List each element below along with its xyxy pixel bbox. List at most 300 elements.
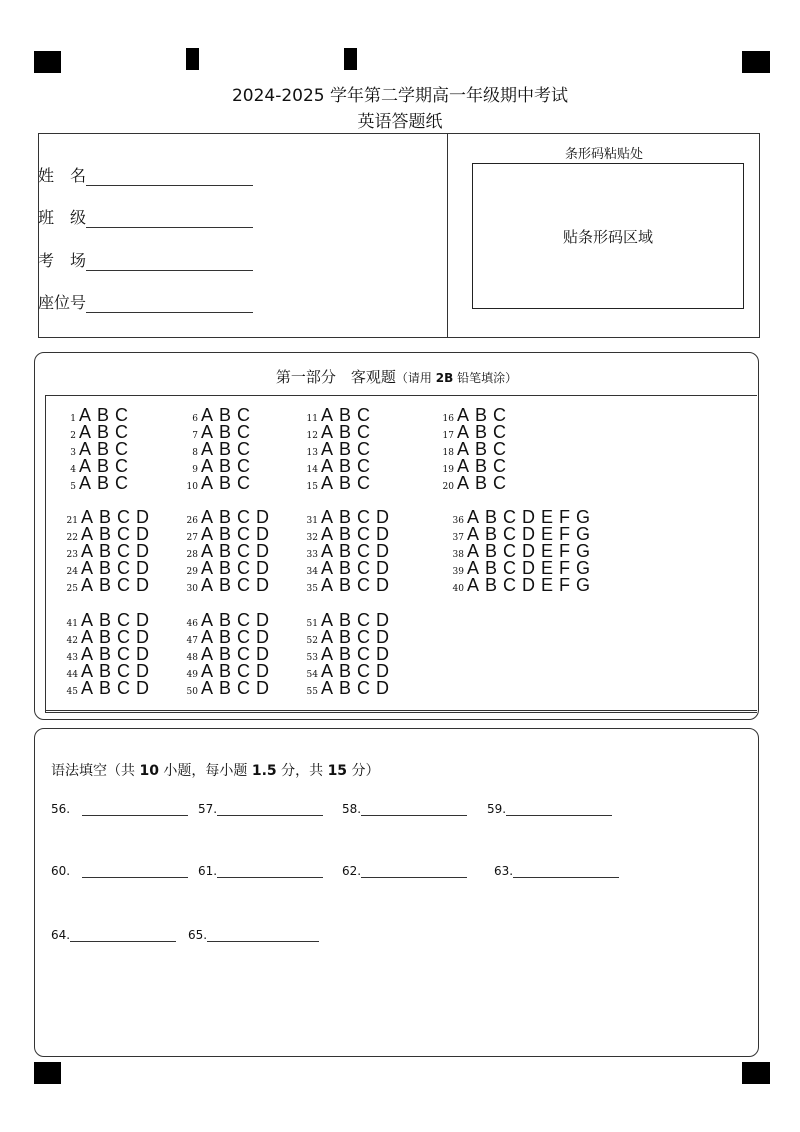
question-55 [304, 678, 395, 699]
option-48-c[interactable]: C [237, 644, 251, 664]
question-number: 53 [306, 653, 318, 663]
option-26-d[interactable]: D [256, 507, 270, 527]
option-25-c[interactable]: C [117, 575, 131, 595]
option-38-g[interactable]: G [576, 541, 591, 561]
option-13-b[interactable]: B [339, 439, 352, 459]
question-10 [184, 473, 256, 494]
option-9-a[interactable]: A [201, 456, 214, 476]
question-number: 25 [66, 584, 78, 594]
option-44-c[interactable]: C [117, 661, 131, 681]
option-46-d[interactable]: D [256, 610, 270, 630]
option-55-c[interactable]: C [357, 678, 371, 698]
option-24-c[interactable]: C [117, 558, 131, 578]
option-38-b[interactable]: B [485, 541, 498, 561]
blank-60-label: 60. [51, 864, 71, 878]
option-55-b[interactable]: B [339, 678, 352, 698]
option-28-c[interactable]: C [237, 541, 251, 561]
option-bubbles [321, 575, 395, 595]
pencil-note-prefix: （请用 [395, 371, 436, 385]
option-43-d[interactable]: D [136, 644, 150, 664]
option-37-a[interactable]: A [467, 524, 480, 544]
question-number: 31 [306, 516, 318, 526]
name-field[interactable] [38, 163, 253, 186]
class-field[interactable] [38, 205, 253, 228]
option-37-b[interactable]: B [485, 524, 498, 544]
page-title: 2024-2025 学年第二学期高一年级期中考试 [231, 86, 569, 106]
option-40-b[interactable]: B [485, 575, 498, 595]
option-52-b[interactable]: B [339, 627, 352, 647]
blank-56[interactable] [51, 802, 188, 816]
option-42-c[interactable]: C [117, 627, 131, 647]
option-33-c[interactable]: C [357, 541, 371, 561]
blank-63[interactable] [494, 864, 619, 878]
option-16-a[interactable]: A [457, 405, 470, 425]
option-21-d[interactable]: D [136, 507, 150, 527]
option-27-d[interactable]: D [256, 524, 270, 544]
grammar-total: 15 [327, 763, 348, 779]
question-number: 38 [452, 550, 464, 560]
pencil-note-suffix: 铅笔填涂） [453, 371, 518, 385]
option-26-b[interactable]: B [219, 507, 232, 527]
option-5-a[interactable]: A [79, 473, 92, 493]
option-22-a[interactable]: A [81, 524, 94, 544]
option-29-d[interactable]: D [256, 558, 270, 578]
option-3-c[interactable]: C [115, 439, 129, 459]
option-31-c[interactable]: C [357, 507, 371, 527]
question-number: 32 [306, 533, 318, 543]
question-number: 11 [306, 414, 318, 424]
pencil-note-bold: 2B [435, 371, 454, 385]
option-11-a[interactable]: A [321, 405, 334, 425]
class-line[interactable] [86, 209, 253, 228]
question-number: 19 [442, 465, 454, 475]
blank-57-line[interactable] [217, 802, 323, 816]
option-38-e[interactable]: E [541, 541, 554, 561]
question-number: 23 [66, 550, 78, 560]
question-25 [64, 575, 155, 596]
question-number: 27 [186, 533, 198, 543]
blank-64[interactable] [51, 928, 176, 942]
option-11-b[interactable]: B [339, 405, 352, 425]
option-3-a[interactable]: A [79, 439, 92, 459]
option-47-b[interactable]: B [219, 627, 232, 647]
option-27-b[interactable]: B [219, 524, 232, 544]
question-number: 9 [192, 465, 198, 475]
blank-60-line[interactable] [82, 864, 188, 878]
option-20-c[interactable]: C [493, 473, 507, 493]
blank-56-line[interactable] [82, 802, 188, 816]
option-1-b[interactable]: B [97, 405, 110, 425]
blank-64-line[interactable] [70, 928, 176, 942]
option-54-c[interactable]: C [357, 661, 371, 681]
question-number: 44 [66, 670, 78, 680]
option-49-b[interactable]: B [219, 661, 232, 681]
option-46-c[interactable]: C [237, 610, 251, 630]
option-40-f[interactable]: F [559, 575, 571, 595]
option-30-c[interactable]: C [237, 575, 251, 595]
option-7-a[interactable]: A [201, 422, 214, 442]
option-1-a[interactable]: A [79, 405, 92, 425]
option-26-c[interactable]: C [237, 507, 251, 527]
grammar-title-suffix: 分） [347, 763, 380, 779]
option-15-a[interactable]: A [321, 473, 334, 493]
option-35-d[interactable]: D [376, 575, 390, 595]
blank-59[interactable] [487, 802, 612, 816]
option-22-d[interactable]: D [136, 524, 150, 544]
option-8-b[interactable]: B [219, 439, 232, 459]
option-44-a[interactable]: A [81, 661, 94, 681]
barcode-area[interactable] [472, 163, 744, 309]
option-32-a[interactable]: A [321, 524, 334, 544]
option-53-d[interactable]: D [376, 644, 390, 664]
option-13-a[interactable]: A [321, 439, 334, 459]
option-51-a[interactable]: A [321, 610, 334, 630]
option-40-c[interactable]: C [503, 575, 517, 595]
option-40-e[interactable]: E [541, 575, 554, 595]
blank-63-line[interactable] [513, 864, 619, 878]
option-21-a[interactable]: A [81, 507, 94, 527]
seat-number-line[interactable] [86, 294, 253, 313]
exam-room-field[interactable] [38, 248, 253, 271]
option-9-c[interactable]: C [237, 456, 251, 476]
option-13-c[interactable]: C [357, 439, 371, 459]
blank-62[interactable] [342, 864, 467, 878]
option-39-e[interactable]: E [541, 558, 554, 578]
option-4-b[interactable]: B [97, 456, 110, 476]
option-42-a[interactable]: A [81, 627, 94, 647]
option-30-a[interactable]: A [201, 575, 214, 595]
option-15-b[interactable]: B [339, 473, 352, 493]
corner-mark-bottom-right [742, 1062, 770, 1084]
option-34-a[interactable]: A [321, 558, 334, 578]
option-35-a[interactable]: A [321, 575, 334, 595]
blank-58[interactable] [342, 802, 467, 816]
option-23-d[interactable]: D [136, 541, 150, 561]
option-52-a[interactable]: A [321, 627, 334, 647]
option-10-b[interactable]: B [219, 473, 232, 493]
blank-63-label: 63. [494, 864, 514, 878]
option-43-a[interactable]: A [81, 644, 94, 664]
option-24-d[interactable]: D [136, 558, 150, 578]
blank-61[interactable] [198, 864, 323, 878]
option-14-b[interactable]: B [339, 456, 352, 476]
option-11-c[interactable]: C [357, 405, 371, 425]
blank-65[interactable] [188, 928, 319, 942]
option-23-b[interactable]: B [99, 541, 112, 561]
option-18-a[interactable]: A [457, 439, 470, 459]
option-45-a[interactable]: A [81, 678, 94, 698]
option-50-a[interactable]: A [201, 678, 214, 698]
corner-mark-bottom-left [34, 1062, 61, 1084]
option-8-c[interactable]: C [237, 439, 251, 459]
option-40-g[interactable]: G [576, 575, 591, 595]
option-28-d[interactable]: D [256, 541, 270, 561]
option-10-c[interactable]: C [237, 473, 251, 493]
option-33-a[interactable]: A [321, 541, 334, 561]
option-37-c[interactable]: C [503, 524, 517, 544]
answer-grid-bottom-line [45, 710, 757, 711]
option-52-d[interactable]: D [376, 627, 390, 647]
option-29-a[interactable]: A [201, 558, 214, 578]
blank-58-line[interactable] [361, 802, 467, 816]
option-54-d[interactable]: D [376, 661, 390, 681]
option-47-d[interactable]: D [256, 627, 270, 647]
option-38-d[interactable]: D [522, 541, 536, 561]
option-37-f[interactable]: F [559, 524, 571, 544]
option-19-b[interactable]: B [475, 456, 488, 476]
option-34-b[interactable]: B [339, 558, 352, 578]
option-39-f[interactable]: F [559, 558, 571, 578]
option-24-a[interactable]: A [81, 558, 94, 578]
option-2-b[interactable]: B [97, 422, 110, 442]
blank-65-label: 65. [188, 928, 208, 942]
option-35-b[interactable]: B [339, 575, 352, 595]
question-number: 24 [66, 567, 78, 577]
option-47-a[interactable]: A [201, 627, 214, 647]
exam-room-line[interactable] [86, 252, 253, 271]
option-12-b[interactable]: B [339, 422, 352, 442]
option-bubbles [467, 575, 596, 595]
option-53-c[interactable]: C [357, 644, 371, 664]
option-15-c[interactable]: C [357, 473, 371, 493]
option-29-c[interactable]: C [237, 558, 251, 578]
option-38-c[interactable]: C [503, 541, 517, 561]
page-subtitle: 英语答题纸 [357, 112, 443, 132]
option-16-c[interactable]: C [493, 405, 507, 425]
question-number: 2 [70, 431, 76, 441]
question-number: 50 [186, 687, 198, 697]
seat-number-field[interactable] [38, 290, 253, 313]
option-9-b[interactable]: B [219, 456, 232, 476]
option-27-c[interactable]: C [237, 524, 251, 544]
option-25-d[interactable]: D [136, 575, 150, 595]
option-28-a[interactable]: A [201, 541, 214, 561]
option-43-c[interactable]: C [117, 644, 131, 664]
option-36-d[interactable]: D [522, 507, 536, 527]
option-50-c[interactable]: C [237, 678, 251, 698]
option-38-a[interactable]: A [467, 541, 480, 561]
option-17-c[interactable]: C [493, 422, 507, 442]
option-19-a[interactable]: A [457, 456, 470, 476]
option-41-b[interactable]: B [99, 610, 112, 630]
option-34-d[interactable]: D [376, 558, 390, 578]
question-35 [304, 575, 395, 596]
question-number: 30 [186, 584, 198, 594]
option-25-a[interactable]: A [81, 575, 94, 595]
option-22-b[interactable]: B [99, 524, 112, 544]
option-48-d[interactable]: D [256, 644, 270, 664]
barcode-area-text: 贴条形码区域 [562, 227, 653, 246]
option-53-b[interactable]: B [339, 644, 352, 664]
option-43-b[interactable]: B [99, 644, 112, 664]
option-54-b[interactable]: B [339, 661, 352, 681]
option-1-c[interactable]: C [115, 405, 129, 425]
blank-59-line[interactable] [506, 802, 612, 816]
option-40-a[interactable]: A [467, 575, 480, 595]
exam-room-label: 考 场 [38, 251, 87, 270]
blank-65-line[interactable] [207, 928, 319, 942]
option-39-g[interactable]: G [576, 558, 591, 578]
option-45-b[interactable]: B [99, 678, 112, 698]
blank-56-label: 56. [51, 802, 71, 816]
option-37-g[interactable]: G [576, 524, 591, 544]
option-28-b[interactable]: B [219, 541, 232, 561]
option-2-c[interactable]: C [115, 422, 129, 442]
question-number: 29 [186, 567, 198, 577]
option-21-b[interactable]: B [99, 507, 112, 527]
option-17-a[interactable]: A [457, 422, 470, 442]
option-53-a[interactable]: A [321, 644, 334, 664]
option-31-a[interactable]: A [321, 507, 334, 527]
option-33-d[interactable]: D [376, 541, 390, 561]
option-23-c[interactable]: C [117, 541, 131, 561]
option-44-b[interactable]: B [99, 661, 112, 681]
option-44-d[interactable]: D [136, 661, 150, 681]
option-21-c[interactable]: C [117, 507, 131, 527]
option-6-b[interactable]: B [219, 405, 232, 425]
option-22-c[interactable]: C [117, 524, 131, 544]
option-20-a[interactable]: A [457, 473, 470, 493]
option-51-c[interactable]: C [357, 610, 371, 630]
option-41-a[interactable]: A [81, 610, 94, 630]
seat-number-label: 座位号 [38, 293, 87, 312]
option-36-c[interactable]: C [503, 507, 517, 527]
blank-62-line[interactable] [361, 864, 467, 878]
option-37-d[interactable]: D [522, 524, 536, 544]
option-24-b[interactable]: B [99, 558, 112, 578]
question-number: 16 [442, 414, 454, 424]
question-number: 12 [306, 431, 318, 441]
option-45-c[interactable]: C [117, 678, 131, 698]
option-39-b[interactable]: B [485, 558, 498, 578]
grammar-title-mid2: 分，共 [276, 763, 328, 779]
option-27-a[interactable]: A [201, 524, 214, 544]
question-50 [184, 678, 275, 699]
option-45-d[interactable]: D [136, 678, 150, 698]
option-29-b[interactable]: B [219, 558, 232, 578]
question-number: 54 [306, 670, 318, 680]
option-17-b[interactable]: B [475, 422, 488, 442]
option-48-a[interactable]: A [201, 644, 214, 664]
option-12-a[interactable]: A [321, 422, 334, 442]
option-38-f[interactable]: F [559, 541, 571, 561]
option-36-f[interactable]: F [559, 507, 571, 527]
option-39-c[interactable]: C [503, 558, 517, 578]
name-line[interactable] [86, 167, 253, 186]
option-23-a[interactable]: A [81, 541, 94, 561]
option-32-d[interactable]: D [376, 524, 390, 544]
blank-60[interactable] [51, 864, 188, 878]
option-12-c[interactable]: C [357, 422, 371, 442]
option-8-a[interactable]: A [201, 439, 214, 459]
question-5 [64, 473, 134, 494]
option-54-a[interactable]: A [321, 661, 334, 681]
option-5-c[interactable]: C [115, 473, 129, 493]
question-number: 13 [306, 448, 318, 458]
option-51-b[interactable]: B [339, 610, 352, 630]
option-41-c[interactable]: C [117, 610, 131, 630]
class-label: 班 级 [38, 208, 87, 227]
blank-62-label: 62. [342, 864, 362, 878]
option-32-c[interactable]: C [357, 524, 371, 544]
option-47-c[interactable]: C [237, 627, 251, 647]
option-14-c[interactable]: C [357, 456, 371, 476]
option-49-c[interactable]: C [237, 661, 251, 681]
option-51-d[interactable]: D [376, 610, 390, 630]
option-3-b[interactable]: B [97, 439, 110, 459]
option-30-d[interactable]: D [256, 575, 270, 595]
option-7-b[interactable]: B [219, 422, 232, 442]
option-55-d[interactable]: D [376, 678, 390, 698]
question-number: 28 [186, 550, 198, 560]
option-49-d[interactable]: D [256, 661, 270, 681]
option-32-b[interactable]: B [339, 524, 352, 544]
option-50-d[interactable]: D [256, 678, 270, 698]
option-4-a[interactable]: A [79, 456, 92, 476]
option-36-g[interactable]: G [576, 507, 591, 527]
option-16-b[interactable]: B [475, 405, 488, 425]
option-31-b[interactable]: B [339, 507, 352, 527]
option-40-d[interactable]: D [522, 575, 536, 595]
option-34-c[interactable]: C [357, 558, 371, 578]
option-36-e[interactable]: E [541, 507, 554, 527]
blank-57[interactable] [198, 802, 323, 816]
option-35-c[interactable]: C [357, 575, 371, 595]
blank-61-line[interactable] [217, 864, 323, 878]
option-20-b[interactable]: B [475, 473, 488, 493]
option-50-b[interactable]: B [219, 678, 232, 698]
option-10-a[interactable]: A [201, 473, 214, 493]
option-39-d[interactable]: D [522, 558, 536, 578]
option-33-b[interactable]: B [339, 541, 352, 561]
question-number: 36 [452, 516, 464, 526]
question-number: 51 [306, 619, 318, 629]
option-46-a[interactable]: A [201, 610, 214, 630]
option-7-c[interactable]: C [237, 422, 251, 442]
option-18-c[interactable]: C [493, 439, 507, 459]
option-6-a[interactable]: A [201, 405, 214, 425]
question-number: 15 [306, 482, 318, 492]
option-14-a[interactable]: A [321, 456, 334, 476]
option-52-c[interactable]: C [357, 627, 371, 647]
option-49-a[interactable]: A [201, 661, 214, 681]
option-36-a[interactable]: A [467, 507, 480, 527]
option-25-b[interactable]: B [99, 575, 112, 595]
question-number: 14 [306, 465, 318, 475]
option-42-d[interactable]: D [136, 627, 150, 647]
option-19-c[interactable]: C [493, 456, 507, 476]
option-55-a[interactable]: A [321, 678, 334, 698]
option-6-c[interactable]: C [237, 405, 251, 425]
question-15 [304, 473, 376, 494]
option-31-d[interactable]: D [376, 507, 390, 527]
option-39-a[interactable]: A [467, 558, 480, 578]
option-42-b[interactable]: B [99, 627, 112, 647]
option-4-c[interactable]: C [115, 456, 129, 476]
option-36-b[interactable]: B [485, 507, 498, 527]
option-2-a[interactable]: A [79, 422, 92, 442]
option-46-b[interactable]: B [219, 610, 232, 630]
option-18-b[interactable]: B [475, 439, 488, 459]
blank-59-label: 59. [487, 802, 507, 816]
option-41-d[interactable]: D [136, 610, 150, 630]
option-26-a[interactable]: A [201, 507, 214, 527]
option-37-e[interactable]: E [541, 524, 554, 544]
option-30-b[interactable]: B [219, 575, 232, 595]
question-number: 33 [306, 550, 318, 560]
option-48-b[interactable]: B [219, 644, 232, 664]
option-5-b[interactable]: B [97, 473, 110, 493]
